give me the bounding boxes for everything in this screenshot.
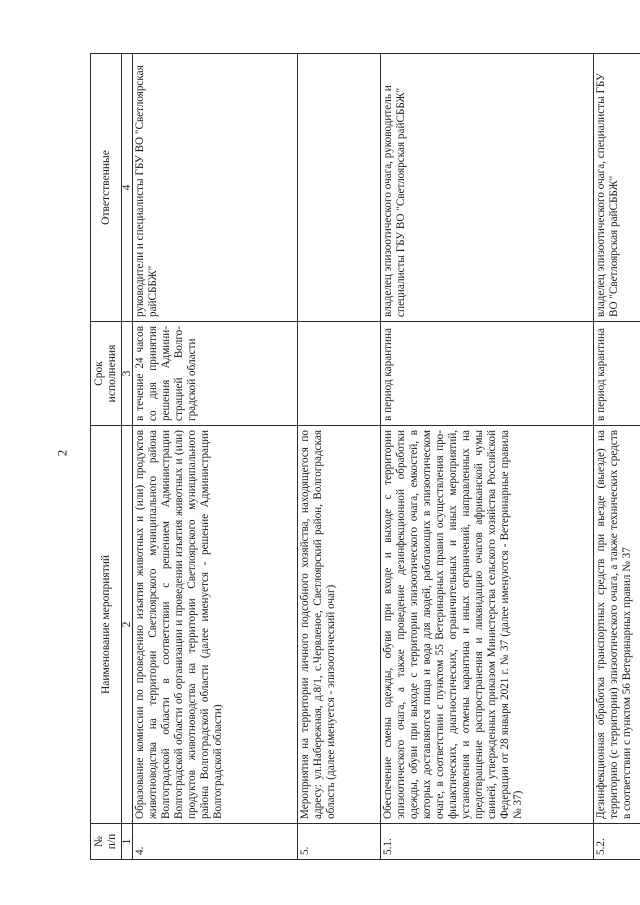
- column-number-3: 3: [122, 322, 133, 426]
- action-plan-table: [90, 53, 640, 860]
- table-row: [133, 54, 298, 860]
- header-activity-name: Наименование мероприятий: [91, 426, 122, 824]
- column-number-1: 1: [122, 824, 133, 860]
- deadline: [298, 322, 381, 426]
- table-row: [298, 54, 381, 860]
- deadline: в течение 24 часов со дня принятия решения Администрацией Волгоградской области: [133, 322, 298, 426]
- column-number-4: 4: [122, 54, 133, 322]
- row-number: 5.: [298, 824, 381, 860]
- header-deadline: Срок исполнения: [91, 322, 122, 426]
- table-row: [381, 54, 594, 860]
- row-number: 5.2.: [594, 824, 640, 860]
- activity-name: Дезинфекционная обработка транспортных средств при въезде (выезде) на территорию (с территории) эпизоотического очага, а также технических средств в соответствии с пунктом 56 Ветеринарных правил № 37: [594, 426, 640, 824]
- column-number-row: [122, 54, 133, 860]
- rotated-page-content: [90, 54, 633, 860]
- responsible: владелец эпизоотического очага, руководитель и специалисты ГБУ ВО "Светлоярская райСББЖ": [381, 54, 594, 322]
- activity-name: Обеспечение смены одежды, обуви при входе и выходе с территории эпизоотического очага, а также проведение дезинфекционной обработки одежды, обуви при выходе с территории эпизоотического очага, емкостей, в которых доставляются пища и вода для людей, работающих в эпизоотическом очаге, в соответствии с пунктом 55 Ветеринарных правил осуществления профилактических, диагностических, ограничительных и иных мероприятий, установления и отмены карантина и иных ограничений, направленных на предотвращение распространения и ликвидацию очагов африканской чумы свиней, утвержденных приказом Министерства сельского хозяйства Российской Федерации от 28 января 2021 г. № 37 (далее именуются - Ветеринарные правила № 37): [381, 426, 594, 824]
- header-row: [91, 54, 122, 860]
- page-number: 2: [54, 449, 70, 457]
- deadline: в период карантина: [381, 322, 594, 426]
- column-number-2: 2: [122, 426, 133, 824]
- responsible: руководители и специалисты ГБУ ВО "Светлоярская райСББЖ": [133, 54, 298, 322]
- header-number: № п/п: [91, 824, 122, 860]
- table-row: [594, 54, 640, 860]
- row-number: 4.: [133, 824, 298, 860]
- activity-name: Образование комиссии по проведению изъятия животных и (или) продуктов животноводства на территории Светлоярского муниципального района Волгоградской области в соответствии с решением Администрации Волгоградской области об организации и проведении изъятия животных и (или) продуктов животноводства на территории Светлоярского муниципального района Волгоградской области (далее именуется - решение Администрации Волгоградской области): [133, 426, 298, 824]
- deadline: в период карантина: [594, 322, 640, 426]
- row-number: 5.1.: [381, 824, 594, 860]
- responsible: владелец эпизоотического очага, специалисты ГБУ ВО "Светлоярская райСББЖ": [594, 54, 640, 322]
- header-responsible: Ответственные: [91, 54, 122, 322]
- activity-name: Мероприятия на территории личного подсобного хозяйства, находящегося по адресу: ул.Набережная, д.8/1, с.Червленое, Светлоярский район, Волгоградская область (далее именуется - эпизоотический очаг): [298, 426, 381, 824]
- responsible: [298, 54, 381, 322]
